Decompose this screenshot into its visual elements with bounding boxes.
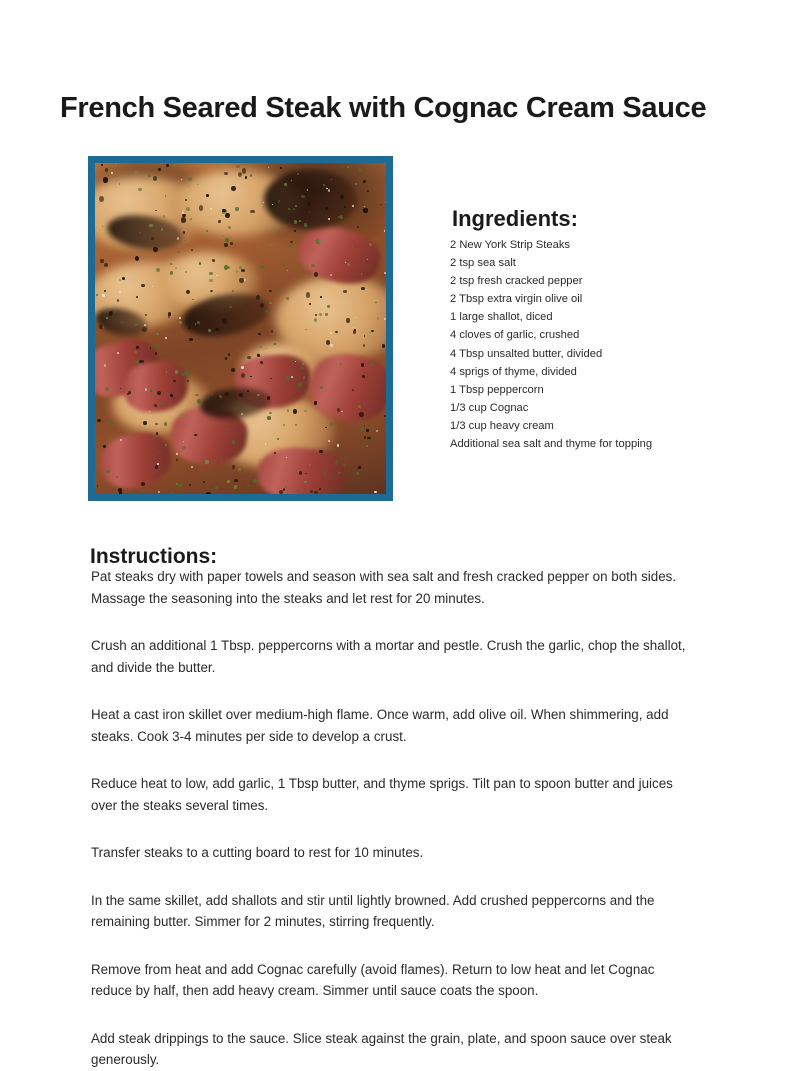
peppercorn-fleck (203, 481, 205, 483)
herb-fleck (171, 492, 173, 494)
herb-fleck (215, 486, 218, 489)
ingredient-item: 4 cloves of garlic, crushed (450, 329, 580, 342)
herb-fleck-light (287, 409, 289, 412)
instruction-step: Add steak drippings to the sauce. Slice steak against the grain, plate, and spoon sauce over steak generously. (91, 1030, 672, 1067)
peppercorn-fleck (293, 409, 297, 414)
salt-fleck (191, 466, 193, 468)
peppercorn-fleck (225, 213, 230, 218)
peppercorn-fleck (168, 312, 172, 315)
peppercorn-fleck (267, 396, 270, 399)
salt-fleck (157, 463, 158, 464)
peppercorn-fleck (153, 247, 157, 252)
peppercorn-fleck (182, 214, 186, 218)
ingredient-item: 1/3 cup Cognac (450, 401, 529, 414)
herb-fleck-light (165, 444, 167, 446)
herb-fleck-light (142, 490, 143, 491)
peppercorn-fleck (222, 318, 227, 323)
peppercorn-fleck (118, 488, 123, 492)
salt-fleck (119, 291, 121, 293)
instruction-step: Remove from heat and add Cognac carefully (avoid flames). Return to low heat and let Cognac reduce by half, then add heavy cream. Simmer until sauce coats the spoon. (91, 961, 655, 998)
herb-fleck-light (294, 220, 297, 223)
herb-fleck-light (358, 405, 361, 408)
herb-fleck (185, 371, 189, 375)
herb-fleck (138, 188, 141, 191)
herb-fleck (247, 484, 250, 487)
herb-fleck (177, 462, 179, 463)
herb-fleck (135, 360, 139, 364)
peppercorn-fleck (158, 168, 161, 172)
herb-fleck (134, 324, 137, 327)
steak-slice (256, 445, 347, 494)
herb-fleck (283, 264, 285, 266)
salt-fleck (376, 430, 378, 432)
peppercorn-fleck (136, 346, 139, 349)
herb-fleck (227, 266, 230, 269)
herb-fleck (236, 165, 240, 168)
ingredient-item: 1 Tbsp peppercorn (450, 383, 544, 396)
salt-fleck (364, 206, 366, 207)
instruction-step: Reduce heat to low, add garlic, 1 Tbsp butter, and thyme sprigs. Tilt pan to spoon butter and juices over the steaks several times. (91, 776, 673, 813)
herb-fleck (170, 271, 174, 275)
herb-fleck-light (175, 370, 178, 374)
herb-fleck (311, 264, 315, 267)
ingredient-item: 1/3 cup heavy cream (450, 419, 554, 432)
peppercorn-fleck (283, 488, 285, 491)
peppercorn-fleck (212, 259, 215, 262)
peppercorn-fleck (305, 473, 307, 474)
herb-fleck-light (209, 279, 212, 282)
herb-fleck-light (135, 171, 138, 173)
peppercorn-fleck (271, 330, 273, 333)
herb-fleck (314, 318, 317, 322)
peppercorn-fleck (260, 361, 264, 364)
peppercorn-fleck (225, 357, 228, 359)
ingredient-item: 2 New York Strip Steaks (450, 239, 571, 251)
herb-fleck (381, 283, 383, 285)
herb-fleck (211, 394, 213, 396)
herb-fleck (274, 343, 276, 345)
peppercorn-fleck (181, 217, 186, 222)
salt-fleck (144, 324, 146, 326)
herb-fleck-light (385, 201, 386, 203)
peppercorn-fleck (232, 465, 235, 468)
herb-fleck (335, 460, 339, 465)
peppercorn-fleck (363, 344, 365, 346)
peppercorn-fleck (228, 353, 230, 356)
herb-fleck-light (234, 485, 237, 489)
instruction-step: Crush an additional 1 Tbsp. peppercorns with a mortar and pestle. Crush the garlic, chop the shallot, and divide the butter. (91, 638, 686, 675)
salt-fleck (102, 294, 104, 297)
salt-fleck (111, 172, 113, 173)
herb-fleck (148, 174, 151, 177)
herb-fleck-light (174, 164, 176, 166)
herb-fleck (338, 472, 341, 474)
peppercorn-fleck (319, 450, 322, 453)
salt-fleck (337, 444, 339, 447)
peppercorn-fleck (183, 231, 185, 234)
salt-fleck (272, 204, 273, 205)
peppercorn-fleck (191, 249, 193, 251)
herb-fleck (237, 296, 239, 298)
peppercorn-fleck (103, 177, 107, 182)
salt-fleck (286, 457, 287, 458)
salt-fleck (145, 388, 147, 391)
herb-fleck-light (274, 228, 277, 230)
instructions-list (91, 566, 699, 1071)
herb-fleck-light (106, 317, 108, 319)
salt-fleck (328, 189, 330, 192)
salt-fleck (179, 317, 181, 319)
salt-fleck (158, 491, 159, 493)
herb-fleck-light (205, 460, 208, 464)
salt-fleck (244, 279, 246, 281)
herb-fleck (253, 479, 257, 483)
herb-fleck (190, 218, 192, 220)
peppercorn-fleck (101, 164, 104, 166)
peppercorn-fleck (97, 485, 99, 487)
peppercorn-fleck (357, 226, 359, 228)
herb-fleck-light (179, 321, 182, 324)
herb-fleck (192, 299, 194, 300)
herb-fleck-light (309, 464, 311, 466)
herb-fleck (293, 208, 295, 210)
herb-fleck (360, 428, 363, 431)
herb-fleck (343, 463, 346, 467)
peppercorn-fleck (359, 412, 363, 417)
instruction-step: Pat steaks dry with paper towels and season with sea salt and fresh cracked pepper on both sides. Massage the seasoning into the steaks and let rest for 20 minutes. (91, 569, 677, 606)
salt-fleck (182, 211, 184, 214)
herb-fleck (356, 472, 359, 476)
peppercorn-fleck (242, 168, 246, 173)
peppercorn-fleck (384, 415, 386, 417)
herb-fleck-light (161, 228, 163, 230)
herb-fleck (159, 451, 161, 453)
herb-fleck (265, 310, 268, 312)
herb-fleck (286, 297, 289, 300)
herb-fleck-light (295, 205, 297, 206)
salt-fleck (165, 337, 167, 339)
herb-fleck-light (377, 317, 379, 319)
herb-fleck (320, 386, 323, 388)
ingredient-item: 2 Tbsp extra virgin olive oil (450, 293, 583, 306)
herb-fleck (226, 429, 228, 431)
peppercorn-fleck (343, 290, 347, 293)
peppercorn-fleck (380, 204, 382, 206)
peppercorn-fleck (104, 263, 108, 266)
ingredient-item: Additional sea salt and thyme for topping (450, 438, 653, 451)
peppercorn-fleck (367, 437, 371, 440)
herb-fleck (164, 352, 166, 354)
salt-fleck (328, 218, 330, 220)
herb-fleck (105, 387, 109, 391)
peppercorn-fleck (290, 241, 293, 243)
herb-fleck-light (109, 170, 111, 172)
herb-fleck (109, 420, 113, 425)
herb-fleck (178, 251, 180, 253)
herb-fleck-light (149, 224, 152, 227)
peppercorn-fleck (269, 290, 271, 292)
herb-fleck (235, 207, 239, 210)
ingredient-item: 2 tsp sea salt (450, 257, 516, 270)
herb-fleck (232, 440, 236, 444)
herb-fleck (358, 169, 361, 172)
salt-fleck (268, 167, 269, 168)
herb-fleck (211, 382, 213, 384)
salt-fleck (374, 491, 376, 494)
herb-fleck (260, 265, 264, 269)
peppercorn-fleck (224, 243, 228, 247)
herb-fleck-light (238, 468, 241, 471)
peppercorn-fleck (364, 436, 366, 439)
peppercorn-fleck (346, 318, 350, 322)
salt-fleck (384, 230, 385, 232)
herb-fleck (304, 223, 308, 227)
peppercorn-fleck (337, 408, 340, 412)
peppercorn-fleck (364, 425, 366, 427)
peppercorn-fleck (176, 459, 178, 461)
herb-fleck (288, 208, 290, 210)
herb-fleck-light (259, 345, 261, 348)
herb-fleck (298, 382, 302, 387)
peppercorn-fleck (104, 290, 106, 292)
peppercorn-fleck (127, 393, 129, 395)
ingredient-item: 4 Tbsp unsalted butter, divided (450, 347, 603, 360)
peppercorn-fleck (306, 292, 311, 297)
herb-fleck (156, 345, 159, 348)
salt-fleck (330, 332, 332, 334)
peppercorn-fleck (239, 278, 243, 283)
herb-fleck-light (208, 329, 210, 331)
herb-fleck-light (366, 445, 368, 448)
herb-fleck (301, 195, 304, 198)
herb-fleck (269, 412, 271, 414)
peppercorn-fleck (97, 419, 101, 422)
peppercorn-fleck (155, 352, 157, 354)
herb-fleck-light (347, 166, 349, 168)
herb-fleck-light (175, 267, 177, 269)
peppercorn-fleck (189, 338, 193, 342)
peppercorn-fleck (234, 479, 239, 482)
salt-fleck (330, 344, 332, 346)
herb-fleck (178, 483, 182, 487)
instruction-step: Transfer steaks to a cutting board to rest for 10 minutes. (91, 845, 424, 860)
herb-fleck-light (176, 483, 178, 485)
salt-fleck (384, 318, 386, 320)
salt-fleck (345, 262, 346, 263)
salt-fleck (384, 272, 386, 274)
ingredient-item: 2 tsp fresh cracked pepper (450, 275, 583, 288)
peppercorn-fleck (344, 206, 346, 208)
peppercorn-fleck (188, 327, 190, 329)
recipe-photo (95, 163, 386, 494)
salt-fleck (241, 366, 244, 369)
peppercorn-fleck (230, 242, 233, 246)
instructions-heading: Instructions: (90, 545, 218, 569)
herb-fleck (323, 184, 325, 186)
herb-fleck (250, 174, 253, 176)
herb-fleck-light (156, 494, 158, 495)
peppercorn-fleck (294, 230, 296, 232)
peppercorn-fleck (371, 330, 373, 332)
peppercorn-fleck (358, 466, 360, 469)
salt-fleck (328, 440, 330, 442)
herb-fleck (228, 226, 231, 228)
herb-fleck (330, 422, 333, 425)
herb-fleck-light (302, 363, 304, 364)
peppercorn-fleck (241, 269, 244, 272)
herb-fleck-light (319, 313, 322, 315)
peppercorn-fleck (186, 290, 190, 294)
peppercorn-fleck (225, 392, 229, 396)
herb-fleck-light (222, 235, 223, 237)
herb-fleck-light (318, 239, 321, 243)
peppercorn-fleck (99, 196, 104, 202)
peppercorn-fleck (166, 164, 169, 167)
herb-fleck-light (369, 243, 372, 246)
herb-fleck (225, 238, 229, 243)
salt-fleck (263, 202, 264, 203)
peppercorn-fleck (157, 391, 161, 395)
peppercorn-fleck (100, 259, 104, 263)
salt-fleck (287, 270, 288, 271)
recipe-photo-frame (88, 156, 393, 501)
peppercorn-fleck (199, 205, 203, 210)
peppercorn-fleck (154, 404, 157, 406)
herb-fleck-light (180, 414, 183, 417)
salt-fleck (120, 439, 122, 441)
peppercorn-fleck (105, 168, 108, 172)
herb-fleck (155, 423, 158, 425)
peppercorn-fleck (224, 172, 228, 175)
peppercorn-fleck (206, 492, 211, 494)
peppercorn-fleck (109, 311, 113, 315)
herb-fleck-light (270, 244, 272, 246)
salt-fleck (353, 327, 354, 328)
herb-fleck-light (269, 302, 272, 304)
peppercorn-fleck (366, 429, 369, 432)
peppercorn-fleck (258, 333, 261, 336)
peppercorn-fleck (142, 327, 147, 332)
peppercorn-fleck (135, 256, 139, 261)
herb-fleck (206, 230, 208, 232)
herb-fleck (182, 446, 186, 450)
peppercorn-fleck (352, 389, 354, 391)
peppercorn-fleck (189, 484, 191, 486)
salt-fleck (341, 411, 343, 413)
peppercorn-fleck (231, 368, 235, 372)
peppercorn-fleck (362, 375, 364, 378)
ingredients-list (450, 236, 750, 453)
herb-fleck-light (299, 220, 301, 222)
ingredient-item: 4 sprigs of thyme, divided (450, 365, 577, 378)
herb-fleck (116, 476, 118, 477)
herb-fleck (301, 366, 304, 368)
herb-fleck (289, 244, 292, 247)
peppercorn-fleck (139, 360, 144, 363)
peppercorn-fleck (314, 401, 317, 405)
herb-fleck-light (355, 183, 357, 185)
instruction-step: Heat a cast iron skillet over medium-high flame. Once warm, add olive oil. When shimmering, add steaks. Cook 3-4 minutes per side to develop a crust. (91, 707, 669, 744)
herb-fleck (197, 399, 201, 404)
herb-fleck-light (135, 351, 137, 353)
peppercorn-fleck (319, 488, 321, 490)
salt-fleck (181, 179, 182, 180)
herb-fleck (106, 470, 110, 473)
peppercorn-fleck (363, 180, 366, 182)
herb-fleck-light (236, 270, 239, 273)
herb-fleck-light (197, 184, 198, 185)
steak-slice (97, 429, 175, 493)
peppercorn-fleck (117, 299, 120, 302)
instruction-step: In the same skillet, add shallots and stir until lightly browned. Add crushed peppercorns and the remaining butter. Simmer for 2 minutes, stirring frequently. (91, 892, 655, 929)
peppercorn-fleck (141, 284, 145, 287)
herb-fleck (184, 240, 186, 242)
herb-fleck-light (115, 163, 117, 166)
herb-fleck-light (156, 333, 158, 335)
peppercorn-fleck (325, 207, 328, 209)
herb-fleck-light (304, 481, 307, 483)
salt-fleck (177, 237, 179, 239)
peppercorn-fleck (231, 186, 236, 191)
herb-fleck (181, 373, 184, 377)
peppercorn-fleck (274, 452, 276, 454)
page-title: French Seared Steak with Cognac Cream Sauce (60, 92, 707, 125)
ingredient-item: 1 large shallot, diced (450, 311, 553, 324)
herb-fleck-light (283, 424, 285, 426)
herb-fleck (139, 232, 141, 234)
peppercorn-fleck (173, 380, 176, 383)
ingredients-heading: Ingredients: (452, 206, 578, 232)
peppercorn-fleck (141, 482, 145, 486)
peppercorn-fleck (367, 190, 369, 192)
peppercorn-fleck (210, 290, 213, 293)
peppercorn-fleck (222, 209, 225, 212)
herb-fleck-light (227, 480, 230, 484)
herb-fleck-light (361, 273, 362, 275)
peppercorn-fleck (280, 167, 283, 169)
peppercorn-fleck (206, 194, 209, 197)
herb-fleck (119, 183, 120, 185)
herb-fleck (267, 416, 271, 420)
herb-fleck (219, 343, 221, 345)
herb-fleck (278, 288, 280, 289)
herb-fleck (201, 458, 203, 460)
